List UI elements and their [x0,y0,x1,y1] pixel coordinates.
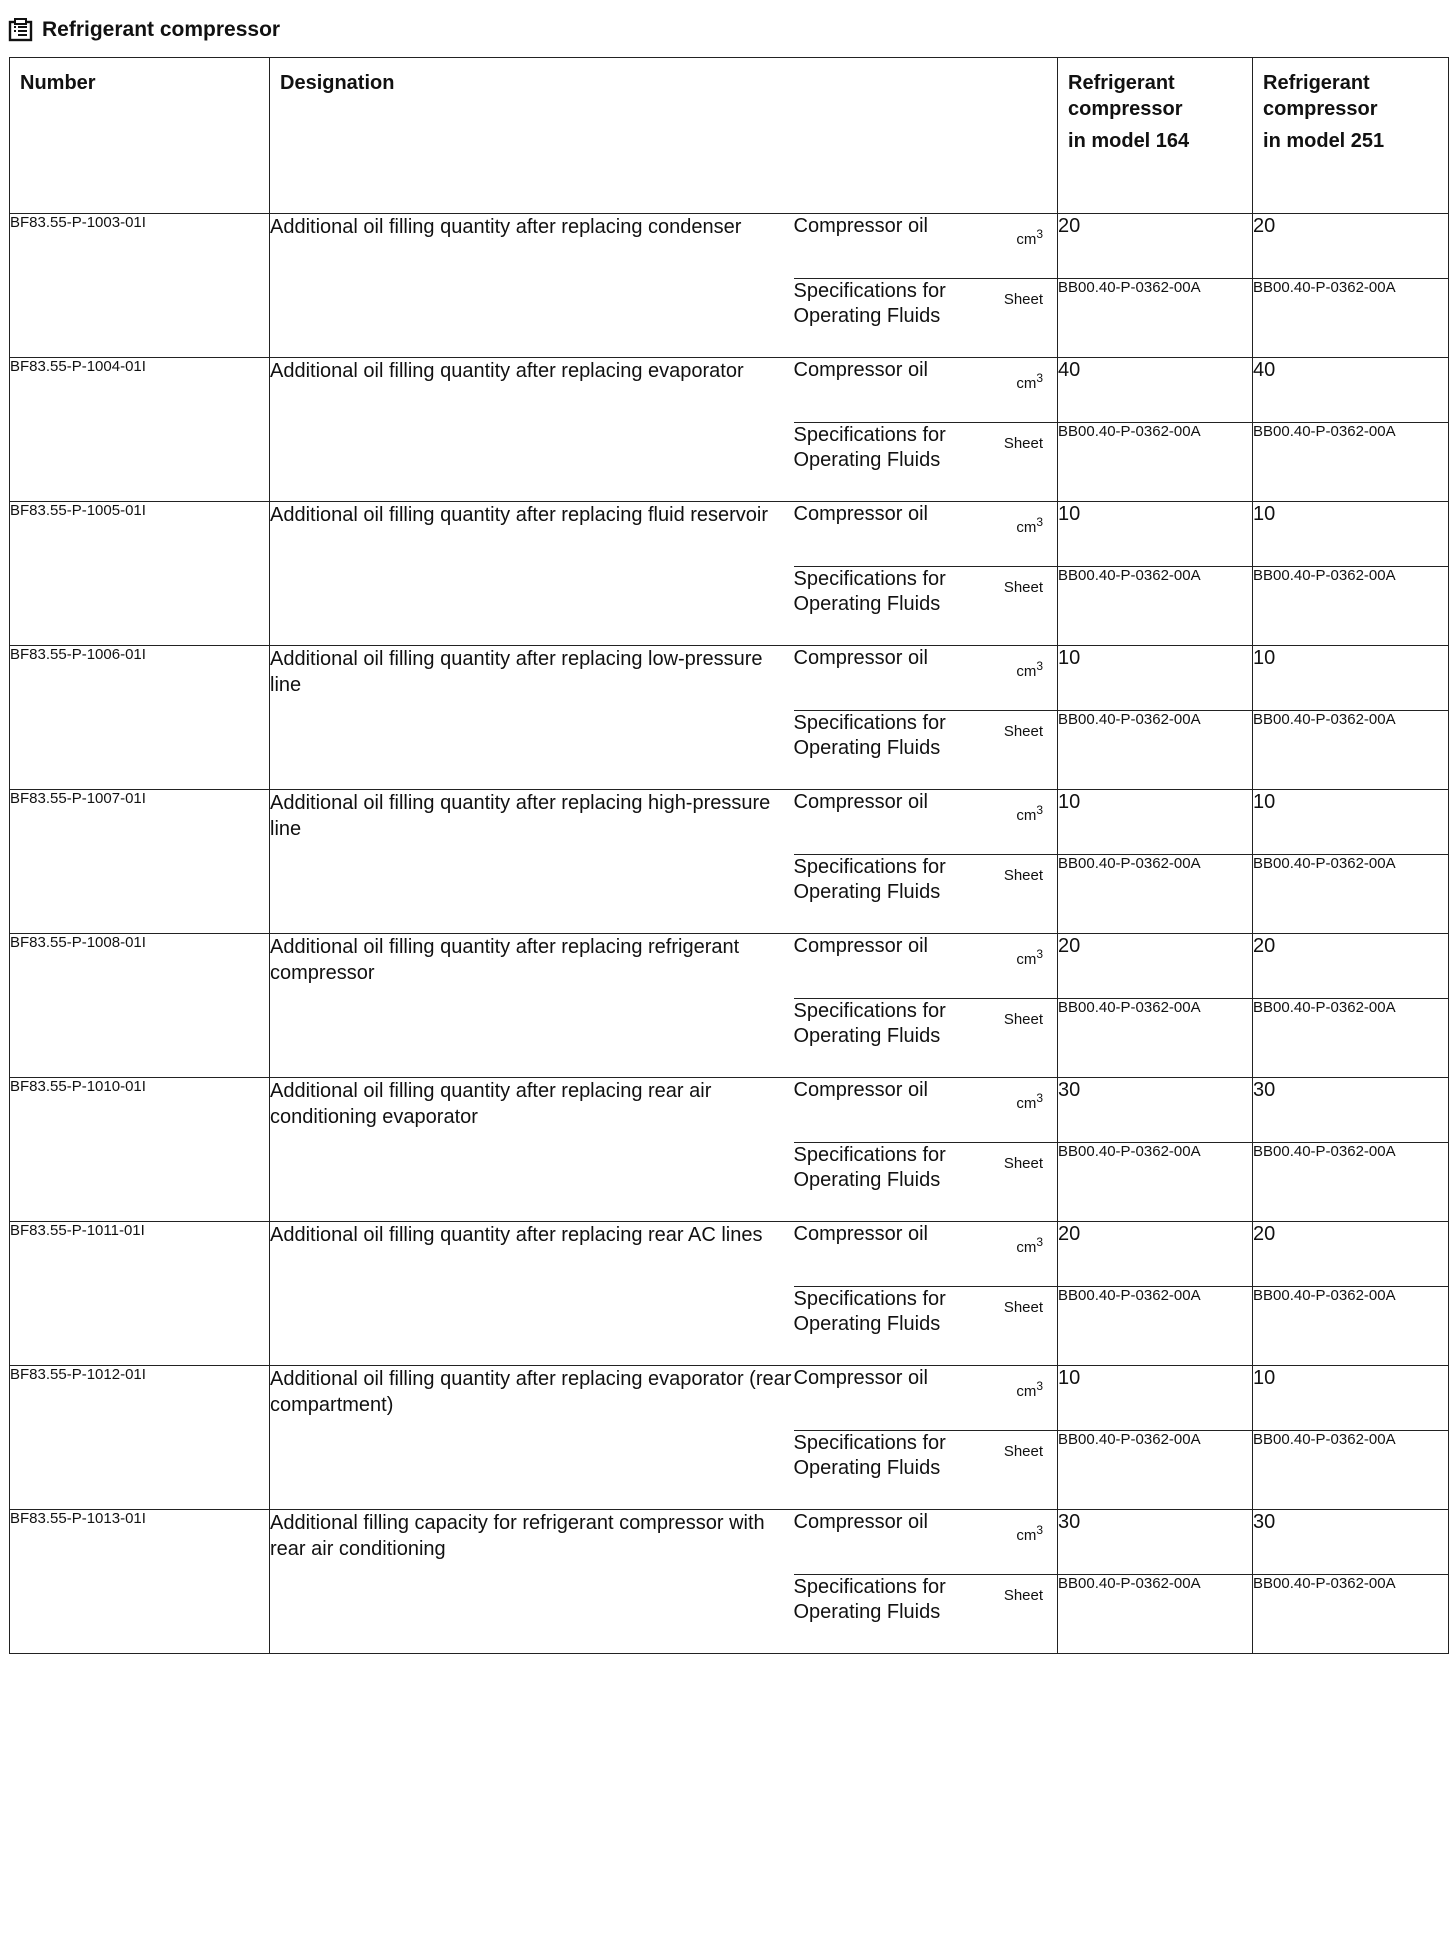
spec-unit: Sheet [1003,867,1044,884]
spec-unit: Sheet [1003,291,1044,308]
spec-parameter-label: Specifications for Operating Fluids [793,856,946,903]
row-number: BF83.55-P-1013-01I [10,1510,270,1654]
spec-unit: Sheet [1003,1587,1044,1604]
oil-parameter-label: Compressor oil [793,647,928,669]
oil-value-model-164: 20 [1058,1222,1253,1287]
oil-value-model-251: 20 [1253,1222,1449,1287]
spec-sheet-model-164: BB00.40-P-0362-00A [1058,423,1253,502]
header-model-164-line2: compressor [1068,98,1183,120]
spec-sheet-model-251: BB00.40-P-0362-00A [1253,1575,1449,1654]
oil-value-model-251: 40 [1253,358,1449,423]
table-row [10,358,1449,423]
oil-unit-exponent: 3 [1036,1091,1044,1105]
spec-unit: Sheet [1003,723,1044,740]
spec-sheet-model-251: BB00.40-P-0362-00A [1253,279,1449,358]
oil-value-model-164: 10 [1058,646,1253,711]
oil-parameter [794,934,1058,999]
spec-unit: Sheet [1003,435,1044,452]
spec-parameter [794,711,1058,790]
spec-sheet-model-164: BB00.40-P-0362-00A [1058,1431,1253,1510]
spec-unit: Sheet [1003,1155,1044,1172]
header-number: Number [10,58,270,214]
spec-sheet-model-251: BB00.40-P-0362-00A [1253,855,1449,934]
oil-parameter [794,1366,1058,1431]
spec-sheet-model-251: BB00.40-P-0362-00A [1253,999,1449,1078]
oil-parameter-label: Compressor oil [793,503,928,525]
spec-unit: Sheet [1003,579,1044,596]
oil-unit [1016,366,1043,396]
oil-parameter-label: Compressor oil [793,1223,928,1245]
row-number: BF83.55-P-1011-01I [10,1222,270,1366]
row-designation: Additional oil filling quantity after replacing condenser [270,214,794,358]
oil-unit-exponent: 3 [1036,1235,1044,1249]
spec-sheet-model-164: BB00.40-P-0362-00A [1058,999,1253,1078]
oil-unit-exponent: 3 [1036,515,1044,529]
spec-parameter [794,567,1058,646]
row-number: BF83.55-P-1012-01I [10,1366,270,1510]
oil-unit [1016,1374,1043,1404]
table-row [10,1078,1449,1143]
header-model-164 [1058,58,1253,214]
spec-sheet-model-164: BB00.40-P-0362-00A [1058,1287,1253,1366]
oil-unit-base: cm [1016,231,1037,248]
spec-parameter [794,1431,1058,1510]
row-number: BF83.55-P-1003-01I [10,214,270,358]
header-model-251-line1: Refrigerant [1263,72,1370,94]
oil-value-model-164: 30 [1058,1078,1253,1143]
table-row [10,502,1449,567]
oil-parameter-label: Compressor oil [793,1367,928,1389]
spec-parameter-label: Specifications for Operating Fluids [793,568,946,615]
oil-value-model-164: 20 [1058,934,1253,999]
table-icon [8,18,34,42]
spec-unit: Sheet [1003,1443,1044,1460]
row-designation: Additional oil filling quantity after replacing rear air conditioning evaporator [270,1078,794,1222]
oil-unit-base: cm [1016,519,1037,536]
spec-parameter-label: Specifications for Operating Fluids [793,424,946,471]
spec-sheet-model-164: BB00.40-P-0362-00A [1058,279,1253,358]
spec-parameter-label: Specifications for Operating Fluids [793,1288,946,1335]
oil-parameter-label: Compressor oil [793,1079,928,1101]
oil-value-model-164: 40 [1058,358,1253,423]
oil-unit-exponent: 3 [1036,227,1044,241]
spec-sheet-model-251: BB00.40-P-0362-00A [1253,423,1449,502]
oil-unit-base: cm [1016,1095,1037,1112]
oil-unit [1016,654,1043,684]
table-row [10,934,1449,999]
spec-sheet-model-251: BB00.40-P-0362-00A [1253,1287,1449,1366]
oil-unit-base: cm [1016,1239,1037,1256]
oil-parameter [794,1078,1058,1143]
spec-parameter [794,279,1058,358]
spec-sheet-model-164: BB00.40-P-0362-00A [1058,1143,1253,1222]
spec-parameter-label: Specifications for Operating Fluids [793,1144,946,1191]
oil-value-model-251: 10 [1253,502,1449,567]
row-designation: Additional oil filling quantity after replacing evaporator [270,358,794,502]
oil-parameter [794,1222,1058,1287]
spec-parameter-label: Specifications for Operating Fluids [793,1576,946,1623]
oil-value-model-164: 10 [1058,790,1253,855]
oil-value-model-164: 30 [1058,1510,1253,1575]
header-model-251 [1253,58,1449,214]
oil-parameter [794,646,1058,711]
oil-unit [1016,1230,1043,1260]
spec-parameter [794,1287,1058,1366]
spec-sheet-model-251: BB00.40-P-0362-00A [1253,567,1449,646]
table-row [10,646,1449,711]
row-designation: Additional oil filling quantity after replacing evaporator (rear compartment) [270,1366,794,1510]
spec-sheet-model-164: BB00.40-P-0362-00A [1058,711,1253,790]
oil-value-model-251: 10 [1253,790,1449,855]
oil-unit [1016,1086,1043,1116]
row-number: BF83.55-P-1007-01I [10,790,270,934]
row-designation: Additional oil filling quantity after replacing low-pressure line [270,646,794,790]
spec-parameter [794,855,1058,934]
spec-unit: Sheet [1003,1299,1044,1316]
spec-parameter-label: Specifications for Operating Fluids [793,1432,946,1479]
oil-unit-exponent: 3 [1036,947,1044,961]
oil-value-model-164: 10 [1058,1366,1253,1431]
spec-parameter [794,423,1058,502]
spec-sheet-model-164: BB00.40-P-0362-00A [1058,855,1253,934]
row-designation: Additional oil filling quantity after replacing high-pressure line [270,790,794,934]
page-title-row [8,14,280,46]
oil-unit-base: cm [1016,951,1037,968]
oil-unit-base: cm [1016,663,1037,680]
oil-value-model-164: 20 [1058,214,1253,279]
oil-parameter [794,502,1058,567]
table-row [10,1222,1449,1287]
row-designation: Additional filling capacity for refrigerant compressor with rear air conditioning [270,1510,794,1654]
oil-parameter [794,214,1058,279]
row-number: BF83.55-P-1006-01I [10,646,270,790]
oil-unit [1016,510,1043,540]
oil-value-model-251: 10 [1253,1366,1449,1431]
oil-unit [1016,1518,1043,1548]
spec-parameter [794,1143,1058,1222]
oil-parameter-label: Compressor oil [793,215,928,237]
spec-parameter-label: Specifications for Operating Fluids [793,712,946,759]
oil-parameter-label: Compressor oil [793,791,928,813]
spec-unit: Sheet [1003,1011,1044,1028]
oil-unit-base: cm [1016,1527,1037,1544]
spec-parameter [794,1575,1058,1654]
oil-parameter [794,1510,1058,1575]
row-number: BF83.55-P-1010-01I [10,1078,270,1222]
oil-unit-base: cm [1016,375,1037,392]
oil-unit-exponent: 3 [1036,659,1044,673]
oil-parameter [794,790,1058,855]
row-number: BF83.55-P-1005-01I [10,502,270,646]
oil-unit-exponent: 3 [1036,803,1044,817]
row-designation: Additional oil filling quantity after replacing rear AC lines [270,1222,794,1366]
oil-unit-base: cm [1016,1383,1037,1400]
table-header-row [10,58,1449,214]
oil-unit [1016,942,1043,972]
oil-unit-exponent: 3 [1036,1523,1044,1537]
oil-unit-exponent: 3 [1036,1379,1044,1393]
oil-unit-exponent: 3 [1036,371,1044,385]
spec-sheet-model-251: BB00.40-P-0362-00A [1253,1431,1449,1510]
header-model-251-line2: compressor [1263,98,1378,120]
oil-parameter-label: Compressor oil [793,935,928,957]
oil-value-model-251: 20 [1253,934,1449,999]
spec-sheet-model-251: BB00.40-P-0362-00A [1253,1143,1449,1222]
row-number: BF83.55-P-1008-01I [10,934,270,1078]
header-designation: Designation [270,58,1058,214]
oil-unit [1016,798,1043,828]
table-row [10,1510,1449,1575]
spec-parameter [794,999,1058,1078]
page-title: Refrigerant compressor [42,18,281,41]
oil-value-model-164: 10 [1058,502,1253,567]
oil-value-model-251: 10 [1253,646,1449,711]
table-row [10,214,1449,279]
oil-parameter [794,358,1058,423]
table-row [10,1366,1449,1431]
oil-unit [1016,222,1043,252]
oil-unit-base: cm [1016,807,1037,824]
spec-parameter-label: Specifications for Operating Fluids [793,280,946,327]
specifications-table [9,57,1449,1654]
oil-value-model-251: 20 [1253,214,1449,279]
oil-parameter-label: Compressor oil [793,1511,928,1533]
header-model-164-line1: Refrigerant [1068,72,1175,94]
table-row [10,790,1449,855]
row-number: BF83.55-P-1004-01I [10,358,270,502]
row-designation: Additional oil filling quantity after replacing refrigerant compressor [270,934,794,1078]
spec-sheet-model-164: BB00.40-P-0362-00A [1058,1575,1253,1654]
header-model-251-line3: in model 251 [1263,130,1385,152]
row-designation: Additional oil filling quantity after replacing fluid reservoir [270,502,794,646]
spec-sheet-model-164: BB00.40-P-0362-00A [1058,567,1253,646]
oil-parameter-label: Compressor oil [793,359,928,381]
header-model-164-line3: in model 164 [1068,130,1190,152]
spec-parameter-label: Specifications for Operating Fluids [793,1000,946,1047]
oil-value-model-251: 30 [1253,1510,1449,1575]
spec-sheet-model-251: BB00.40-P-0362-00A [1253,711,1449,790]
oil-value-model-251: 30 [1253,1078,1449,1143]
